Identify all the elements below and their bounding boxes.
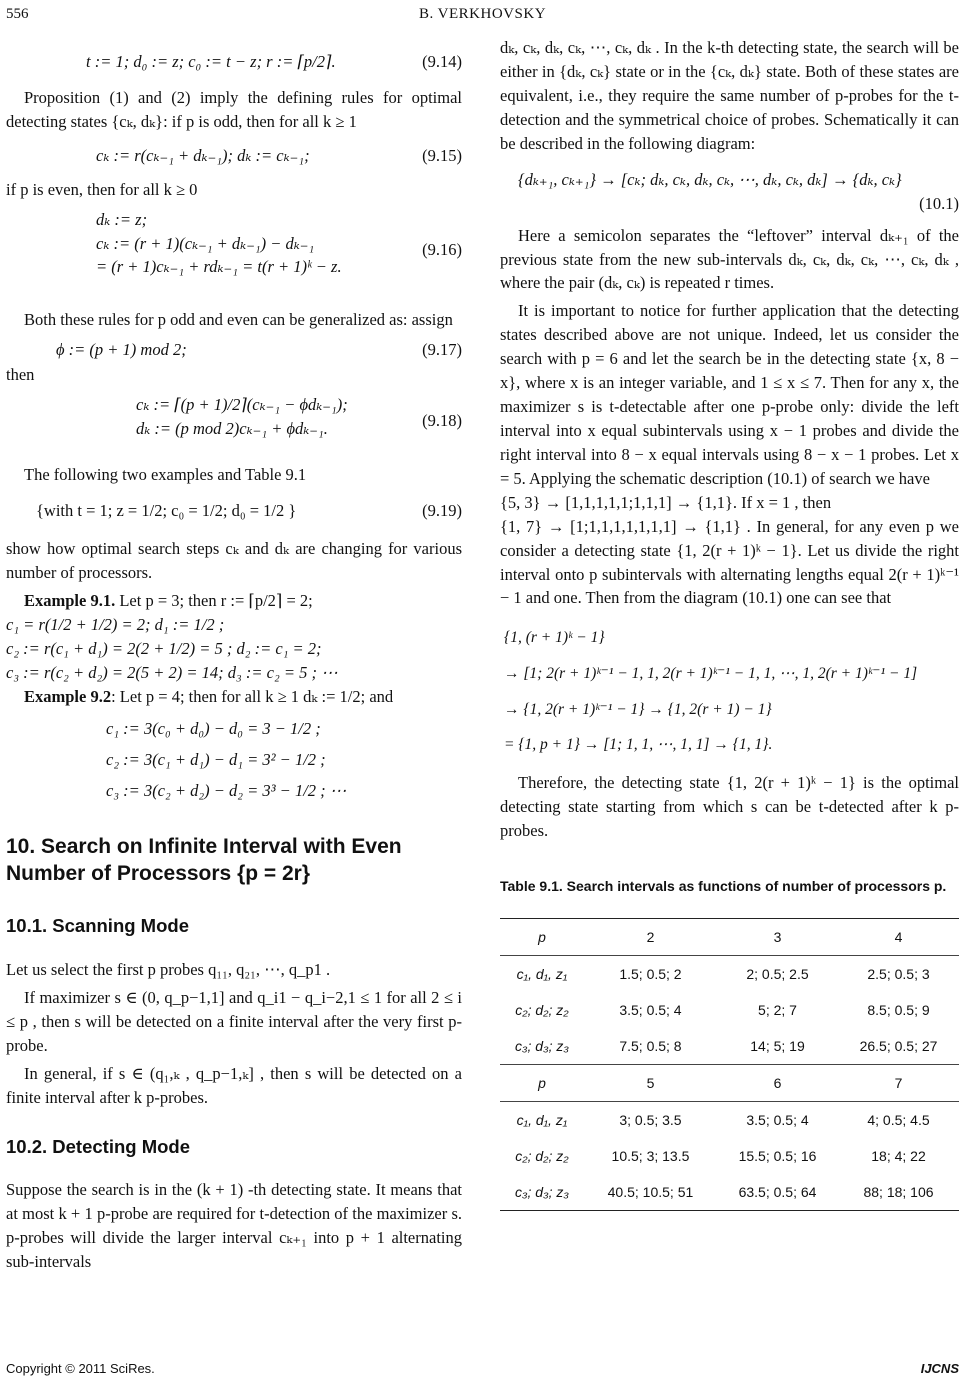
table-row	[500, 1174, 959, 1211]
example-line: c₁ := 3(c₀ + d₀) − d₀ = 3 − 1/2 ;	[106, 718, 321, 738]
paragraph: Therefore, the detecting state {1, 2(r + 1)ᵏ − 1} is the optimal detecting state starting from which s can be t-detected after k p-probes.	[500, 772, 959, 840]
equation-number: (9.17)	[422, 339, 462, 359]
equation-text: {dₖ₊₁, cₖ₊₁} → [cₖ; dₖ, cₖ, dₖ, cₖ, ⋯, dₖ, cₖ, dₖ] → {dₖ, cₖ}	[518, 169, 902, 189]
equation-9-19	[36, 499, 462, 523]
table-header-cell: 2	[646, 929, 655, 946]
table-header-cell: 5	[646, 1075, 655, 1092]
example-heading: Example 9.2	[24, 686, 112, 706]
table-header-row	[500, 1065, 959, 1102]
right-column	[500, 36, 959, 1211]
table-caption: Table 9.1. Search intervals as functions of number of processors p.	[500, 877, 947, 894]
paragraph: show how optimal search steps cₖ and dₖ are changing for various number of processors.	[6, 539, 462, 583]
paragraph: Here a semicolon separates the “leftover” interval dₖ₊₁ of the previous state from the new sub-intervals dₖ, cₖ, dₖ, cₖ, ⋯, cₖ, dₖ , where the pair (dₖ, cₖ) is repeated r times.	[500, 225, 959, 293]
example-9-1	[6, 589, 462, 613]
equation-line: dₖ := (p mod 2)cₖ₋₁ + ϕdₖ₋₁.	[136, 419, 328, 439]
equation-10-1	[518, 168, 959, 216]
table-9-1	[500, 918, 959, 1211]
paragraph: If maximizer s ∈ (0, q_p−1,1] and q_i1 − q_i−2,1 ≤ 1 for all 2 ≤ i ≤ p , then s will be detected on a finite interval after the very first p-probe.	[6, 988, 462, 1055]
paragraph: dₖ, cₖ, dₖ, cₖ, ⋯, cₖ, dₖ . In the k-th detecting state, the search will be either in {dₖ, cₖ} state or in the {cₖ, dₖ} state. Both of these states are equivalent, i.e., they require the same number of p-probes for the t-detection and the symmetrical choice of probes. Schematically it can be described in the following diagram:	[500, 38, 959, 153]
table-header-cell: 6	[773, 1075, 782, 1092]
example-line: c₃ := r(c₂ + d₂) = 2(5 + 2) = 14; d₃ := c₂ = 5 ; ⋯	[6, 662, 338, 682]
equation-text: ϕ := (p + 1) mod 2;	[56, 339, 187, 359]
table-header-cell: 7	[894, 1075, 903, 1092]
example-line: c₃ := 3(c₂ + d₂) − d₂ = 3³ − 1/2 ; ⋯	[106, 781, 347, 801]
table-row	[500, 1102, 959, 1139]
example-line: c₂ := r(c₁ + d₁) = 2(2 + 1/2) = 5 ; d₂ := c₁ = 2;	[6, 638, 322, 658]
table-cell: c₂; d₂; z₂	[515, 1148, 569, 1165]
paragraph: In general, if s ∈ (q₁,ₖ , q_p−1,ₖ] , then s will be detected on a finite interval after k p-probes.	[6, 1063, 462, 1107]
left-column	[6, 36, 462, 1274]
equation-line: cₖ := ⌈(p + 1)/2⌉(cₖ₋₁ − ϕdₖ₋₁);	[136, 395, 348, 415]
paragraph: Proposition (1) and (2) imply the defining rules for optimal detecting states {cₖ, dₖ}: if p is odd, then for all k ≥ 1	[6, 87, 462, 131]
equation-9-14	[86, 50, 462, 74]
table-header-cell: p	[538, 929, 546, 946]
paragraph: {1, 7} → [1;1,1,1,1,1,1,1] → {1,1} . In general, for any even p we consider a detecting state {1, 2(r + 1)ᵏ − 1}. Let us divide the right interval onto p subintervals with alternating lengths equal 2(r + 1)ᵏ⁻¹ − 1 and one. Then from the diagram (10.1) one can see that	[500, 516, 959, 608]
paragraph: then	[6, 365, 35, 385]
equation-text: cₖ := r(cₖ₋₁ + dₖ₋₁); dₖ := cₖ₋₁;	[96, 145, 310, 165]
table-cell: 15.5; 0.5; 16	[738, 1148, 817, 1165]
equation-number: (9.18)	[422, 411, 462, 431]
example-9-2	[6, 685, 462, 709]
table-cell: 3.5; 0.5; 4	[746, 1112, 809, 1129]
table-cell: 3; 0.5; 3.5	[619, 1112, 682, 1129]
equation-number: (9.19)	[422, 501, 462, 521]
equation-number: (9.14)	[422, 52, 462, 71]
equation-number: (9.16)	[422, 239, 462, 259]
equation-9-16	[96, 208, 462, 296]
journal-name: IJCNS	[920, 1361, 959, 1376]
equation-9-15	[96, 144, 462, 168]
derivation-line: = {1, p + 1} → [1; 1, 1, ⋯, 1, 1] → {1, 1}.	[504, 736, 773, 754]
table-cell: 8.5; 0.5; 9	[867, 1002, 930, 1019]
example-heading: Example 9.1.	[24, 591, 116, 611]
section-heading: 10. Search on Infinite Interval with Even Number of Processors {p = 2r}	[6, 834, 402, 885]
copyright-notice: Copyright © 2011 SciRes.	[6, 1361, 155, 1376]
equation-9-17	[56, 338, 462, 362]
table-cell: c₁, d₁, z₁	[516, 1112, 568, 1129]
equation-text: t := 1; d₀ := z; c₀ := t − z; r := ⌈p/2⌉.	[86, 52, 336, 71]
table-cell: 3.5; 0.5; 4	[619, 1002, 682, 1019]
equation-line: = (r + 1)cₖ₋₁ + rdₖ₋₁ = t(r + 1)ᵏ − z.	[96, 257, 342, 277]
paragraph: {5, 3} → [1,1,1,1,1;1,1,1] → {1,1}. If x = 1 , then	[500, 492, 832, 512]
derivation-line: {1, (r + 1)ᵏ − 1}	[504, 629, 605, 647]
example-text: Let p = 3; then r := ⌈p/2⌉ = 2;	[115, 591, 313, 611]
table-cell: 14; 5; 19	[750, 1038, 805, 1055]
equation-line: cₖ := (r + 1)(cₖ₋₁ + dₖ₋₁) − dₖ₋₁	[96, 233, 315, 253]
table-row	[500, 992, 959, 1028]
example-line: c₁ = r(1/2 + 1/2) = 2; d₁ := 1/2 ;	[6, 614, 225, 634]
equation-9-18	[136, 393, 462, 451]
paragraph: Suppose the search is in the (k + 1) -th detecting state. It means that at most k + 1 p-probe are required for t-detection of the maximizer s. p-probes will divide the larger interval cₖ₊₁ into p + 1 alternating sub-intervals	[6, 1180, 462, 1272]
table-cell: c₃; d₃; z₃	[514, 1038, 569, 1055]
example-line: c₂ := 3(c₁ + d₁) − d₁ = 3² − 1/2 ;	[106, 750, 326, 770]
derivation-line: → [1; 2(r + 1)ᵏ⁻¹ − 1, 1, 2(r + 1)ᵏ⁻¹ − 1, 1, ⋯, 1, 2(r + 1)ᵏ⁻¹ − 1]	[504, 665, 918, 682]
table-cell: 2; 0.5; 2.5	[746, 966, 809, 983]
subsection-heading: 10.2. Detecting Mode	[6, 1135, 191, 1157]
table-cell: 88; 18; 106	[863, 1184, 934, 1201]
paragraph: It is important to notice for further application that the detecting states described above are not unique. Indeed, let us consider the search with p = 6 and let the search be in the detecting state {x, 8 − x}, where x is an integer variable, and 1 ≤ x ≤ 7. Then for any x, the maximizer s is t-detectable after one p-probe only: divide the left interval into x equal subintervals using x − 1 probes and divide the right interval into 8 − x equal intervals using 8 − x − 1 probes. Let x = 5. Applying the schematic description (10.1) of search we have	[500, 301, 959, 488]
table-cell: 7.5; 0.5; 8	[619, 1038, 682, 1055]
table-cell: 10.5; 3; 13.5	[611, 1148, 690, 1165]
table-header-cell: 4	[894, 929, 903, 946]
paragraph: Both these rules for p odd and even can be generalized as: assign	[24, 309, 453, 329]
table-cell: 2.5; 0.5; 3	[867, 966, 930, 983]
table-row	[500, 1028, 959, 1065]
table-cell: 18; 4; 22	[871, 1148, 926, 1165]
paragraph: Let us select the first p probes q₁₁, q₂₁, ⋯, q_p1 .	[6, 960, 331, 980]
table-row	[500, 956, 959, 993]
paragraph: The following two examples and Table 9.1	[24, 465, 307, 485]
table-cell: 1.5; 0.5; 2	[619, 966, 682, 983]
table-cell: 4; 0.5; 4.5	[867, 1112, 930, 1129]
table-cell: c₃; d₃; z₃	[514, 1184, 569, 1201]
running-author: B. VERKHOVSKY	[418, 6, 547, 22]
equation-number: (10.1)	[919, 193, 959, 213]
table-header-cell: p	[538, 1075, 546, 1092]
subsection-heading: 10.1. Scanning Mode	[6, 915, 189, 937]
table-header-cell: 3	[773, 929, 782, 946]
table-header-row	[500, 919, 959, 956]
table-cell: 5; 2; 7	[758, 1002, 797, 1019]
derivation	[504, 620, 959, 763]
page-number: 556	[6, 6, 29, 22]
table-row	[500, 1138, 959, 1174]
table-cell: c₂; d₂; z₂	[515, 1002, 569, 1019]
table-cell: c₁, d₁, z₁	[516, 966, 568, 983]
table-cell: 40.5; 10.5; 51	[607, 1184, 694, 1201]
equation-text: {with t = 1; z = 1/2; c₀ = 1/2; d₀ = 1/2 }	[36, 501, 297, 521]
paragraph: if p is even, then for all k ≥ 0	[6, 179, 198, 199]
example-text: : Let p = 4; then for all k ≥ 1 dₖ := 1/2; and	[111, 686, 394, 706]
table-cell: 63.5; 0.5; 64	[738, 1184, 817, 1201]
equation-line: dₖ := z;	[96, 209, 148, 229]
table-cell: 26.5; 0.5; 27	[859, 1038, 938, 1055]
example-lines	[106, 713, 462, 807]
equation-number: (9.15)	[422, 145, 462, 165]
derivation-line: → {1, 2(r + 1)ᵏ⁻¹ − 1} → {1, 2(r + 1) − 1}	[504, 700, 772, 718]
running-header	[0, 4, 965, 26]
